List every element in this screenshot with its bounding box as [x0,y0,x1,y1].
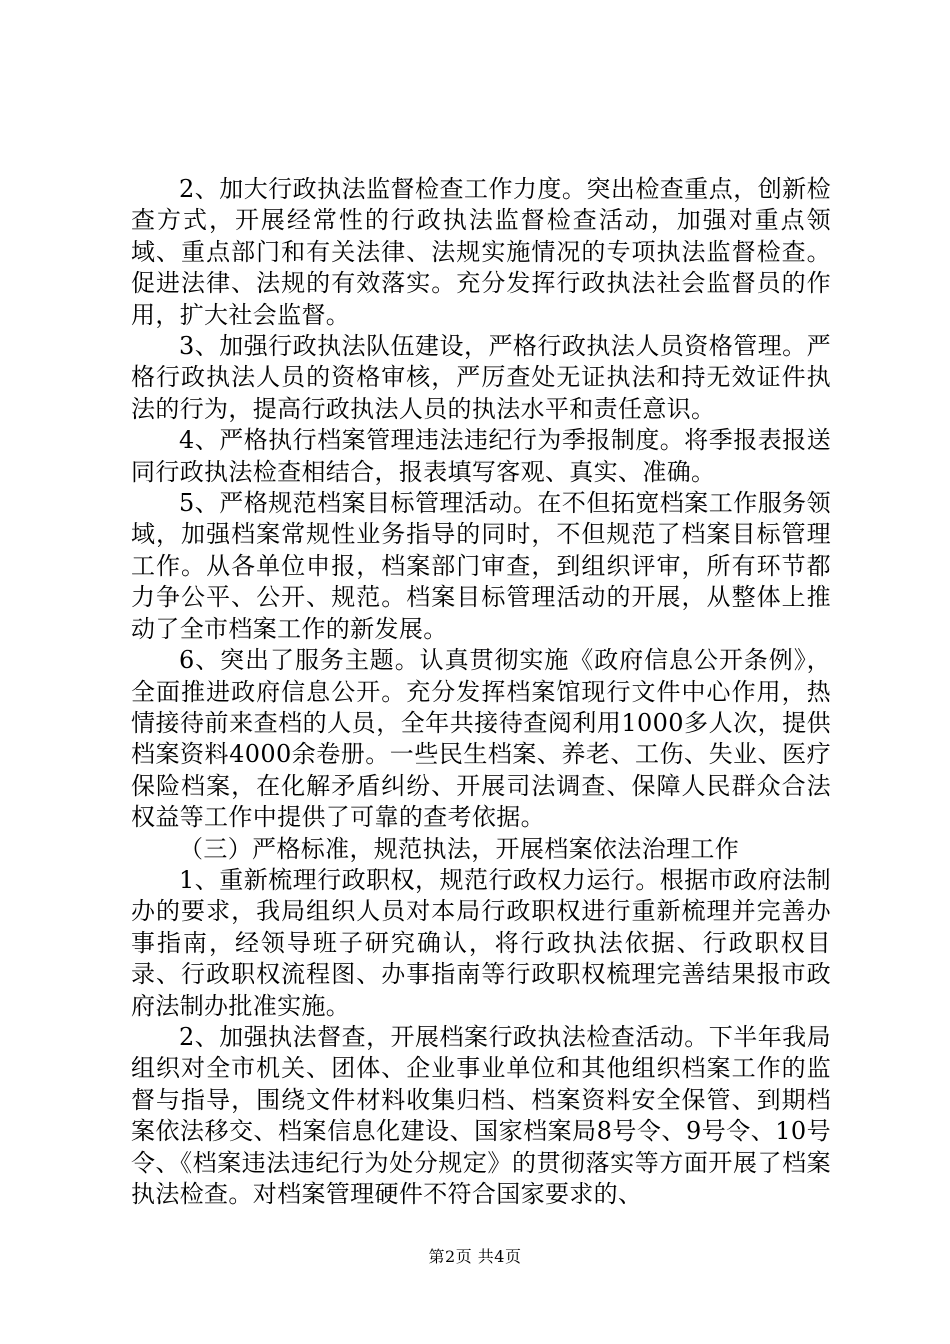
paragraph-item-2: 2、加大行政执法监督检查工作力度。突出检查重点，创新检查方式，开展经常性的行政执法监督检查活动，加强对重点领域、重点部门和有关法律、法规实施情况的专项执法监督检查。促进法律、法规的有效落实。充分发挥行政执法社会监督员的作用，扩大社会监督。 [131,175,831,329]
paragraph-item-5: 5、严格规范档案目标管理活动。在不但拓宽档案工作服务领域，加强档案常规性业务指导的同时，不但规范了档案目标管理工作。从各单位申报，档案部门审查，到组织评审，所有环节都力争公平、公开、规范。档案目标管理活动的开展，从整体上推动了全市档案工作的新发展。 [131,489,831,643]
paragraph-item-2-section3: 2、加强执法督查，开展档案行政执法检查活动。下半年我局组织对全市机关、团体、企业事业单位和其他组织档案工作的监督与指导，围绕文件材料收集归档、档案资料安全保管、到期档案依法移交、档案信息化建设、国家档案局8号令、9号令、10号令、《档案违法违纪行为处分规定》的贯彻落实等方面开展了档案执法检查。对档案管理硬件不符合国家要求的、 [131,1022,831,1208]
page-footer: 第2页 共4页 [428,1247,522,1266]
paragraph-item-4: 4、严格执行档案管理违法违纪行为季报制度。将季报表报送同行政执法检查相结合，报表填写客观、真实、准确。 [131,426,831,486]
paragraph-item-3: 3、加强行政执法队伍建设，严格行政执法人员资格管理。严格行政执法人员的资格审核，严厉查处无证执法和持无效证件执法的行为，提高行政执法人员的执法水平和责任意识。 [131,332,831,423]
paragraph-item-1-section3: 1、重新梳理行政职权，规范行政权力运行。根据市政府法制办的要求，我局组织人员对本局行政职权进行重新梳理并完善办事指南，经领导班子研究确认，将行政执法依据、行政职权目录、行政职权流程图、办事指南等行政职权梳理完善结果报市政府法制办批准实施。 [131,865,831,1020]
document-body [131,174,831,1210]
paragraph-item-6: 6、突出了服务主题。认真贯彻实施《政府信息公开条例》，全面推进政府信息公开。充分发挥档案馆现行文件中心作用，热情接待前来查档的人员，全年共接待查阅利用1000多人次，提供档案资料4000余卷册。一些民生档案、养老、工伤、失业、医疗保险档案，在化解矛盾纠纷、开展司法调查、保障人民群众合法权益等工作中提供了可靠的查考依据。 [131,646,831,832]
section-heading: （三）严格标准，规范执法，开展档案依法治理工作 [179,834,740,863]
